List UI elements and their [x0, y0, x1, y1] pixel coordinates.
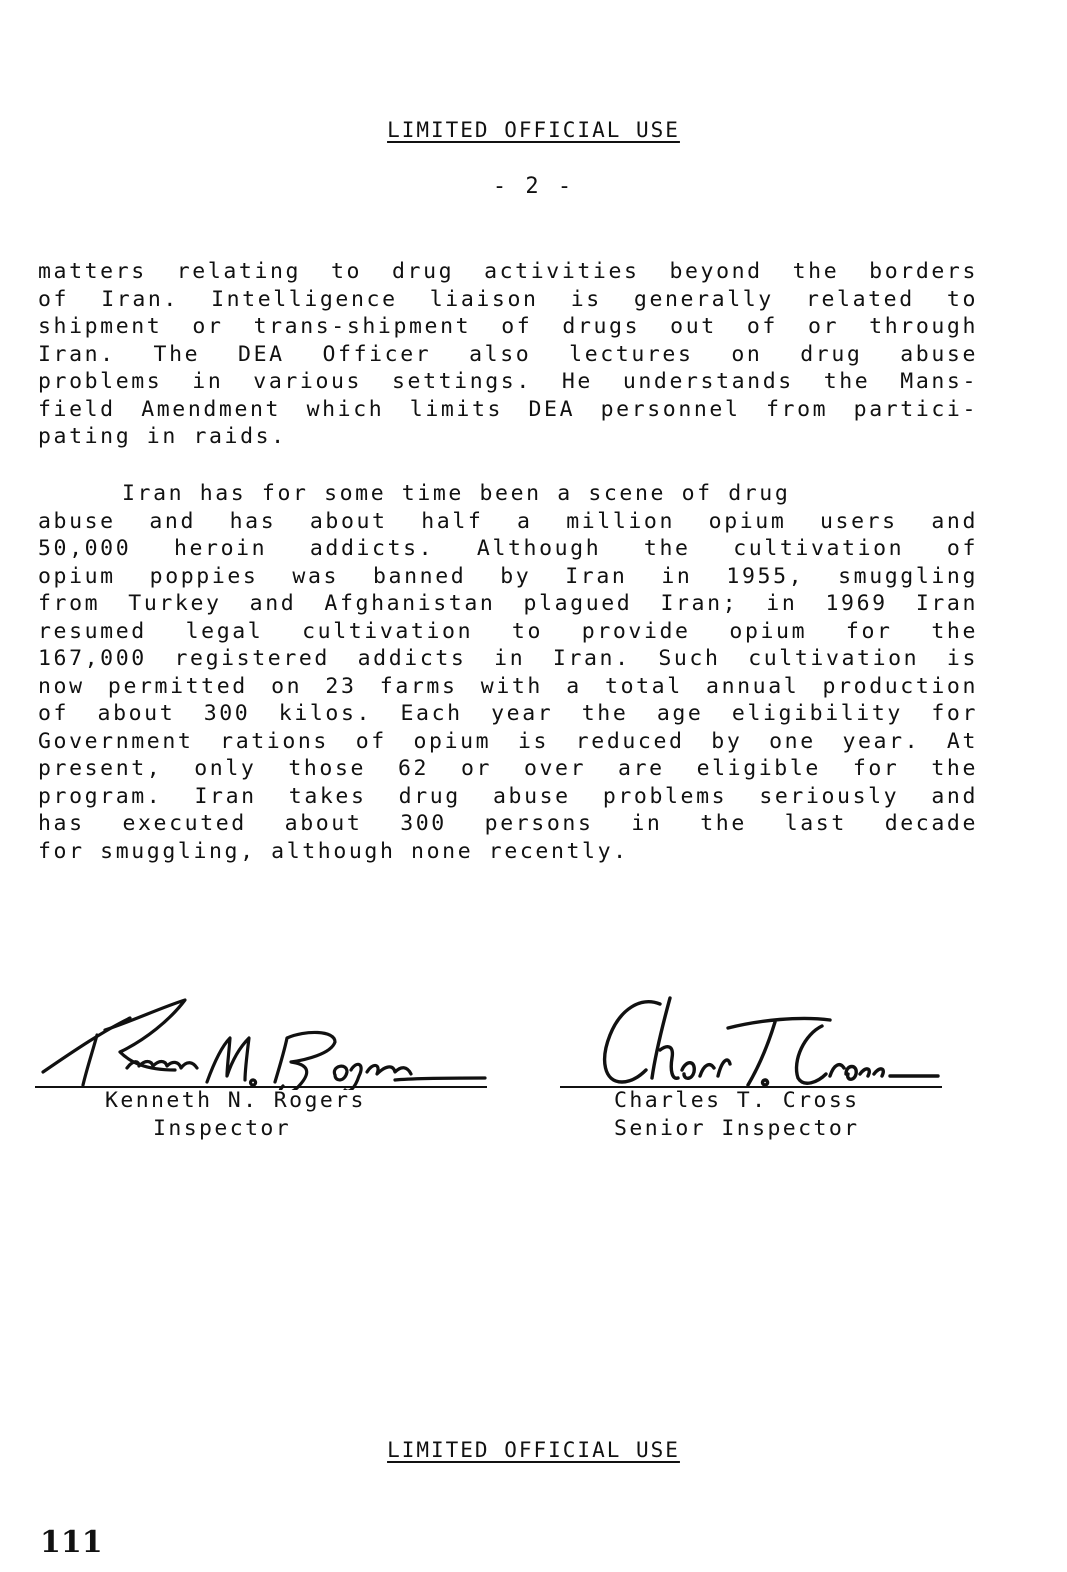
text-line: program. Iran takes drug abuse problems seriously and [38, 783, 978, 809]
text-line: matters relating to drug activities beyond the borders [38, 259, 978, 284]
text-line: pating in raids. [38, 424, 287, 449]
signatory-title: Inspector [153, 1116, 292, 1141]
top-classification-marking: LIMITED OFFICIAL USE [387, 118, 680, 142]
text-line: resumed legal cultivation to provide opium for the [38, 618, 978, 644]
text-line: shipment or trans-shipment of drugs out of or through [38, 314, 978, 339]
text-line: opium poppies was banned by Iran in 1955, smuggling [38, 563, 978, 589]
signatory-name: Charles T. Cross [614, 1088, 860, 1113]
text-line: 50,000 heroin addicts. Although the cultivation of [38, 536, 978, 561]
signatory-name: Kenneth N. Rogers [105, 1088, 366, 1113]
text-line: for smuggling, although none recently. [38, 838, 629, 864]
signatory-title: Senior Inspector [614, 1116, 860, 1141]
handwritten-signature-rogers [35, 990, 495, 1090]
text-line: field Amendment which limits DEA personnel from partici- [38, 396, 978, 422]
text-line: of about 300 kilos. Each year the age eligibility for [38, 701, 978, 726]
bottom-classification-marking: LIMITED OFFICIAL USE [387, 1438, 680, 1462]
text-line: Iran has for some time been a scene of drug [122, 481, 791, 506]
text-line: problems in various settings. He understands the Mans- [38, 369, 978, 394]
text-line: now permitted on 23 farms with a total annual production [38, 673, 978, 699]
text-line: of Iran. Intelligence liaison is generally related to [38, 286, 978, 312]
signature-block-left [35, 990, 495, 1141]
text-line: abuse and has about half a million opium users and [38, 508, 978, 534]
text-line: Iran. The DEA Officer also lectures on drug abuse [38, 341, 978, 367]
handwritten-signature-cross [560, 990, 945, 1090]
text-line: has executed about 300 persons in the last decade [38, 811, 978, 836]
paragraph-2 [38, 480, 978, 865]
page-indicator: - 2 - [492, 174, 575, 199]
text-line: 167,000 registered addicts in Iran. Such cultivation is [38, 646, 978, 671]
page-number: 111 [40, 1525, 103, 1560]
paragraph-1 [38, 258, 978, 451]
text-line: present, only those 62 or over are eligible for the [38, 756, 978, 781]
signature-block-right [560, 990, 945, 1141]
text-line: from Turkey and Afghanistan plagued Iran; in 1969 Iran [38, 591, 978, 616]
text-line: Government rations of opium is reduced by one year. At [38, 728, 978, 754]
